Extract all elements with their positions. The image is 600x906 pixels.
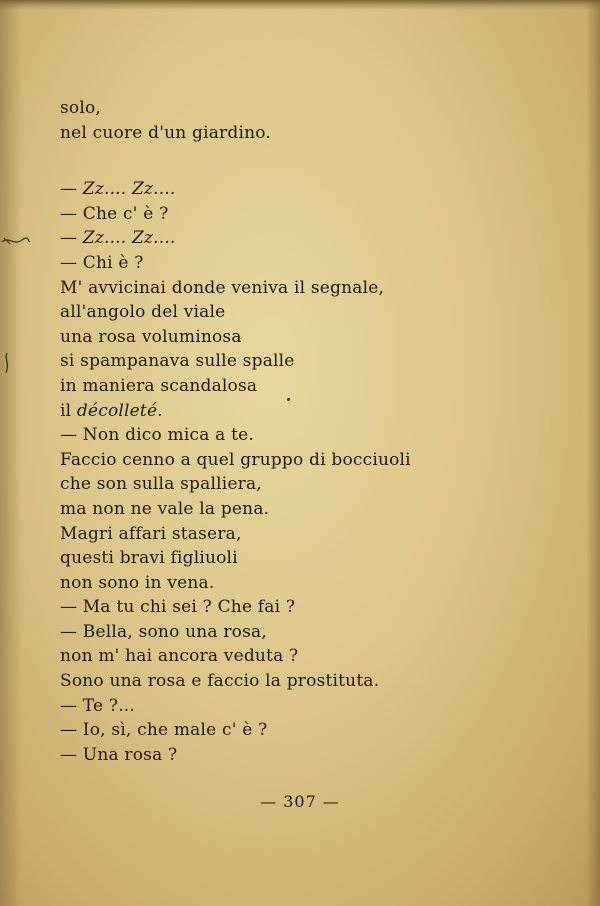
- poem-line: — Te ?...: [60, 695, 136, 716]
- poem-text: [60, 96, 560, 767]
- page-top-edge: [0, 0, 600, 10]
- poem-line: all'angolo del viale: [60, 302, 226, 323]
- poem-line: Sono una rosa e faccio la prostituta.: [60, 671, 380, 692]
- margin-mark: [2, 352, 12, 374]
- poem-line: in maniera scandalosa: [60, 375, 258, 396]
- binding-thread-mark: [0, 232, 30, 252]
- poem-line: questi bravi figliuoli: [60, 548, 238, 569]
- poem-line: non sono in vena.: [60, 572, 215, 593]
- poem-line: solo,: [60, 98, 102, 118]
- poem-line: che son sulla spalliera,: [60, 474, 262, 495]
- poem-line: — Zz.... Zz....: [60, 179, 176, 200]
- poem-line: Magri affari stasera,: [60, 523, 242, 544]
- poem-line: non m' hai ancora veduta ?: [60, 646, 299, 667]
- poem-line: una rosa voluminosa: [60, 326, 242, 347]
- poem-line: M' avvicinai donde veniva il segnale,: [60, 277, 385, 298]
- poem-line: — Ma tu chi sei ? Che fai ?: [60, 597, 296, 618]
- stanza-break: [60, 145, 560, 177]
- page-left-shadow: [0, 0, 22, 906]
- page-number: — 307 —: [260, 792, 340, 811]
- poem-line: Faccio cenno a quel gruppo di bocciuoli: [60, 449, 411, 470]
- poem-line: il décolleté.: [60, 400, 163, 421]
- poem-line: — Chi è ?: [60, 252, 144, 273]
- poem-line: — Che c' è ?: [60, 203, 169, 224]
- page-right-edge: [586, 0, 600, 906]
- poem-line: — Io, sì, che male c' è ?: [60, 720, 268, 741]
- poem-line: si spampanava sulle spalle: [60, 351, 295, 372]
- poem-line: ma non ne vale la pena.: [60, 498, 270, 519]
- poem-line: — Una rosa ?: [60, 744, 178, 765]
- poem-line: — Bella, sono una rosa,: [60, 621, 267, 642]
- poem-line: nel cuore d'un giardino.: [60, 122, 271, 143]
- poem-line: — Non dico mica a te.: [60, 425, 254, 446]
- poem-line: — Zz.... Zz....: [60, 228, 176, 249]
